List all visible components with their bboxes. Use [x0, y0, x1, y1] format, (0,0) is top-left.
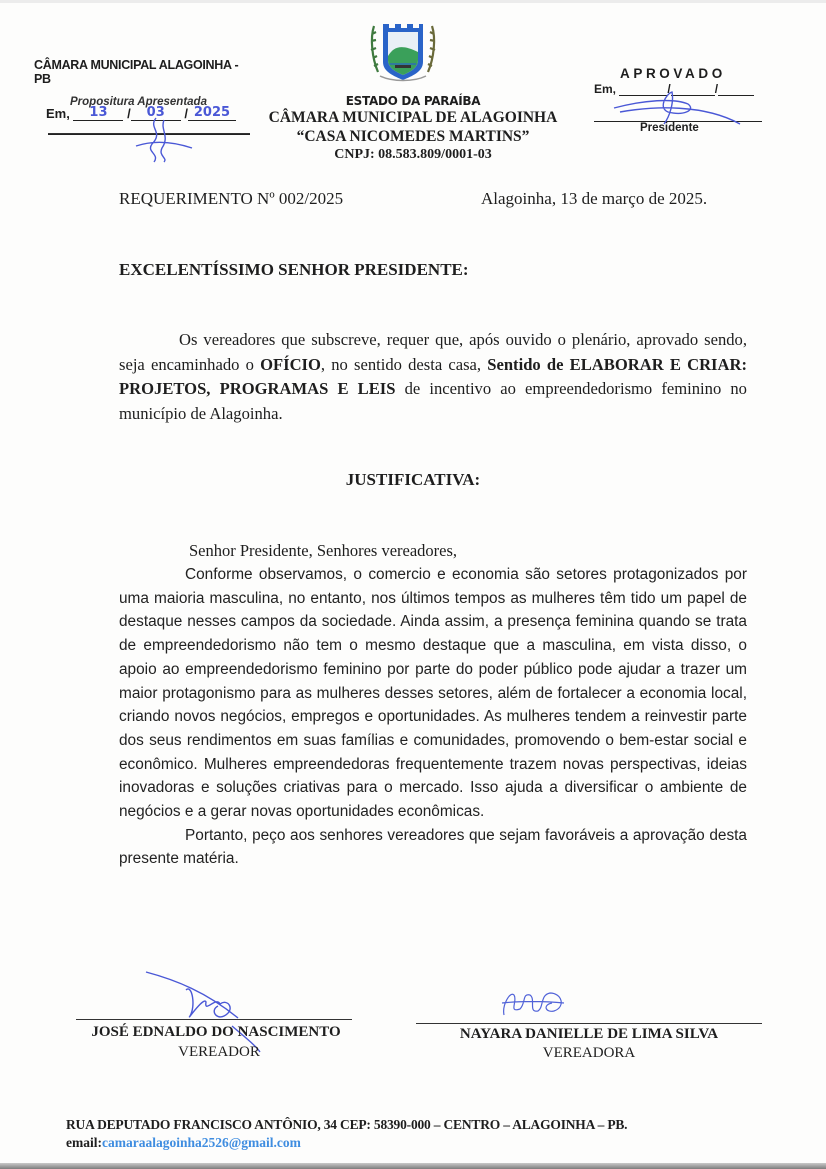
request-text: de incentivo ao empreendedorismo feminino no município de Alagoinha. — [119, 379, 747, 423]
date-separator: / — [184, 106, 188, 121]
signature-line-1 — [76, 1019, 352, 1020]
signatory-1-role: VEREADOR — [178, 1044, 260, 1060]
stamp-month: 03 — [131, 106, 181, 121]
signatory-1-name: JOSÉ EDNALDO DO NASCIMENTO — [91, 1024, 341, 1040]
scan-top-edge — [0, 0, 826, 3]
request-text: , no sentido desta casa, — [320, 354, 488, 374]
request-bold-object: Sentido de ELABORAR E CRIAR: PROJETOS, PROGRAMAS E LEIS — [119, 354, 748, 398]
date-separator: / — [714, 82, 719, 96]
closing-text: Portanto, peço aos senhores vereadores que sejam favoráveis a aprovação desta presente matéria. — [119, 826, 747, 868]
letterhead-state: ESTADO DA PARAÍBA — [345, 94, 481, 108]
stamp-em-label: Em, — [46, 106, 70, 121]
salutation: EXCELENTÍSSIMO SENHOR PRESIDENTE: — [119, 260, 469, 279]
stamp-initials-signature — [134, 114, 194, 164]
place-and-date: Alagoinha, 13 de março de 2025. — [481, 189, 708, 208]
signature-scrawl-2 — [500, 985, 570, 1021]
request-number: REQUERIMENTO Nº 002/2025 — [119, 189, 344, 208]
footer-email-row — [66, 1135, 301, 1151]
approval-em-label: Em, — [594, 82, 617, 96]
footer-address: RUA DEPUTADO FRANCISCO ANTÔNIO, 34 CEP: 58390-000 – CENTRO – ALAGOINHA – PB. — [66, 1117, 628, 1132]
letterhead-house: “CASA NICOMEDES MARTINS” — [296, 128, 530, 145]
justification-text: Conforme observamos, o comercio e economia são setores protagonizados por uma maioria masculina, no entanto, nos últimos tempos as mulheres têm tido um papel de destaque nesses campos da sociedade. Ainda assim, a presença feminina quando se trata de empreendedorismo não tem o mesmo destaque que a masculina, em vista disso, o apoio ao empreendedorismo feminino por parte do poder público pode ajudar a trazer um maior protagonismo para as mulheres desses setores, além de fortalecer a economia local, criando novos negócios, empregos e oportunidades. As mulheres tendem a reinvestir parte dos seus rendimentos em suas famílias e comunidades, promovendo o bem-estar social e econômico. Mulheres empreendedoras frequentemente trazem novas perspectivas, ideias inovadoras e soluções criativas para o mercado. Isso ajuda a diversificar o ambiente de negócios e a gerar novas oportunidades econômicas. — [119, 566, 747, 821]
president-signature — [614, 90, 744, 130]
request-paragraph — [119, 328, 747, 426]
letterhead-chamber: CÂMARA MUNICIPAL DE ALAGOINHA — [268, 109, 558, 126]
approval-title: APROVADO — [620, 66, 726, 81]
signatory-2-name: NAYARA DANIELLE DE LIMA SILVA — [459, 1026, 719, 1042]
stamp-year: 2025 — [188, 106, 236, 121]
request-text: Os vereadores que subscreve, requer que, após ouvido o plenário, aprovado sendo, seja encaminhado o — [119, 330, 747, 374]
justification-heading: JUSTIFICATIVA: — [345, 470, 481, 489]
letterhead — [200, 94, 626, 164]
signatory-2-role: VEREADORA — [542, 1045, 636, 1061]
stamp-title: CÂMARA MUNICIPAL ALAGOINHA - PB — [34, 58, 239, 86]
justification-body — [119, 563, 747, 871]
letterhead-cnpj: CNPJ: 08.583.809/0001-03 — [334, 147, 492, 162]
scan-bottom-edge — [0, 1163, 826, 1169]
date-separator: / — [127, 106, 131, 121]
email-link[interactable]: camaraalagoinha2526@gmail.com — [102, 1135, 301, 1150]
signature-scrawl-1 — [146, 966, 266, 1056]
email-label: email: — [66, 1135, 102, 1150]
approval-stamp — [594, 66, 764, 134]
justification-salutation: Senhor Presidente, Senhores vereadores, — [189, 541, 458, 560]
president-label: Presidente — [640, 122, 699, 134]
stamp-subtitle: Propositura Apresentada — [70, 96, 207, 108]
request-bold-oficio: OFÍCIO — [260, 354, 321, 374]
municipal-crest-icon — [368, 18, 438, 84]
justification-closing — [119, 824, 747, 871]
stamp-day: 13 — [73, 106, 123, 121]
justification-paragraph — [119, 563, 747, 824]
signature-line-2 — [416, 1023, 762, 1024]
date-separator: / — [667, 82, 671, 96]
